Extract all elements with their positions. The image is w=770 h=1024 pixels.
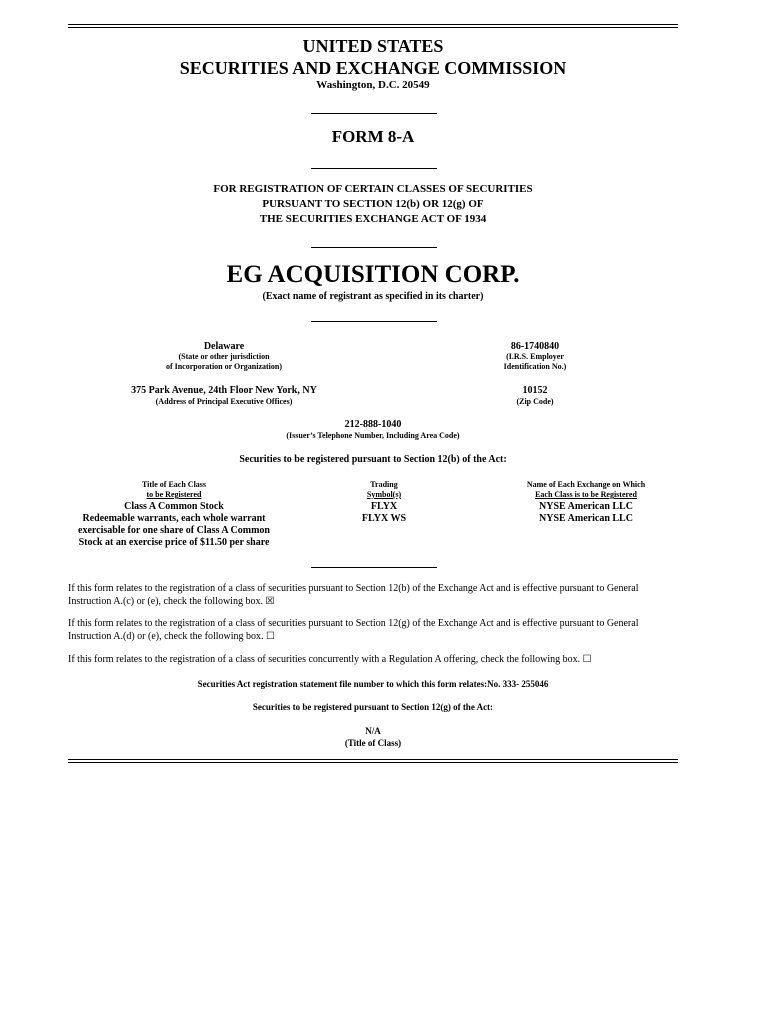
phone-caption: (Issuer’s Telephone Number, Including Area Code) — [286, 431, 460, 440]
section-12b-heading: Securities to be registered pursuant to Section 12(b) of the Act: — [239, 454, 507, 465]
separator-rule — [311, 321, 437, 322]
registration-line2: PURSUANT TO SECTION 12(b) OR 12(g) OF — [262, 198, 484, 210]
agency-line2: SECURITIES AND EXCHANGE COMMISSION — [179, 58, 567, 78]
section-12g-value: N/A — [365, 726, 381, 736]
ein-caption-line2: Identification No.) — [503, 362, 567, 371]
instruction-paragraph-12g: If this form relates to the registration of a class of securities pursuant to Section 12(g) of the Exchange Act and is effective pursuant to General Instruction A.(d) or (e), check the following box. ☐ — [68, 618, 639, 642]
address-caption: (Address of Principal Executive Offices) — [155, 397, 293, 406]
section-12g-caption: (Title of Class) — [344, 738, 402, 748]
separator-rule — [311, 113, 437, 114]
address-value: 375 Park Avenue, 24th Floor New York, NY — [131, 385, 317, 396]
symbol-column-header-line2-wrap — [334, 490, 434, 500]
class-title-line2: Redeemable warrants, each whole warrant — [82, 513, 266, 524]
separator-rule — [311, 567, 437, 568]
agency-line1: UNITED STATES — [302, 36, 444, 56]
state-caption-line2: of Incorporation or Organization) — [165, 362, 283, 371]
exchange-column-header-line1: Name of Each Exchange on Which — [526, 480, 646, 489]
zip-value: 10152 — [522, 385, 548, 396]
symbol-column-header-line2: Symbol(s) — [366, 490, 402, 499]
instruction-paragraph-12b: If this form relates to the registration of a class of securities pursuant to Section 12(b) of the Exchange Act and is effective pursuant to General Instruction A.(c) or (e), check the following box. ☒ — [68, 583, 639, 607]
form-title: FORM 8-A — [331, 127, 415, 146]
state-caption-line1: (State or other jurisdiction — [178, 352, 270, 361]
class-title-line4: Stock at an exercise price of $11.50 per share — [78, 537, 270, 548]
ein-value: 86-1740840 — [510, 341, 560, 352]
title-column-header-line2: to be Registered — [146, 490, 202, 499]
separator-rule — [311, 168, 437, 169]
registrant-name-caption: (Exact name of registrant as specified in its charter) — [262, 291, 484, 302]
state-value: Delaware — [203, 341, 245, 352]
top-rule-second — [68, 27, 678, 28]
exchange-cell — [496, 501, 676, 525]
trading-symbol: FLYX — [370, 501, 398, 512]
agency-city: Washington, D.C. 20549 — [316, 79, 430, 91]
zip-caption: (Zip Code) — [516, 397, 554, 406]
registration-line1: FOR REGISTRATION OF CERTAIN CLASSES OF SECURITIES — [213, 183, 533, 195]
top-rule — [68, 24, 678, 25]
bottom-rule — [68, 759, 678, 760]
class-title-line1: Class A Common Stock — [124, 501, 224, 512]
class-title-cell — [64, 501, 284, 549]
bottom-rule-second — [68, 762, 678, 763]
file-number-line: Securities Act registration statement file number to which this form relates:No. 333- 255046 — [197, 679, 549, 689]
title-column-header-line2-wrap — [74, 490, 274, 500]
separator-rule — [311, 247, 437, 248]
phone-value: 212-888-1040 — [344, 419, 402, 430]
registrant-name: EG ACQUISITION CORP. — [226, 261, 520, 288]
exchange-name: NYSE American LLC — [539, 501, 633, 512]
section-12g-heading: Securities to be registered pursuant to Section 12(g) of the Act: — [252, 702, 494, 712]
ein-caption-line1: (I.R.S. Employer — [506, 352, 564, 361]
exchange-column-header-line2: Each Class is to be Registered — [535, 490, 637, 499]
trading-symbol-cell — [334, 501, 434, 525]
title-column-header-line1: Title of Each Class — [141, 480, 207, 489]
trading-symbol: FLYX WS — [361, 513, 407, 524]
exchange-column-header-line2-wrap — [496, 490, 676, 500]
exchange-name: NYSE American LLC — [539, 513, 633, 524]
registration-line3: THE SECURITIES EXCHANGE ACT OF 1934 — [259, 213, 487, 225]
instruction-paragraph-reg-a: If this form relates to the registration of a class of securities concurrently with a Regulation A offering, check the following box. ☐ — [68, 654, 592, 665]
class-title-line3: exercisable for one share of Class A Common — [78, 525, 270, 536]
symbol-column-header-line1: Trading — [370, 480, 398, 489]
